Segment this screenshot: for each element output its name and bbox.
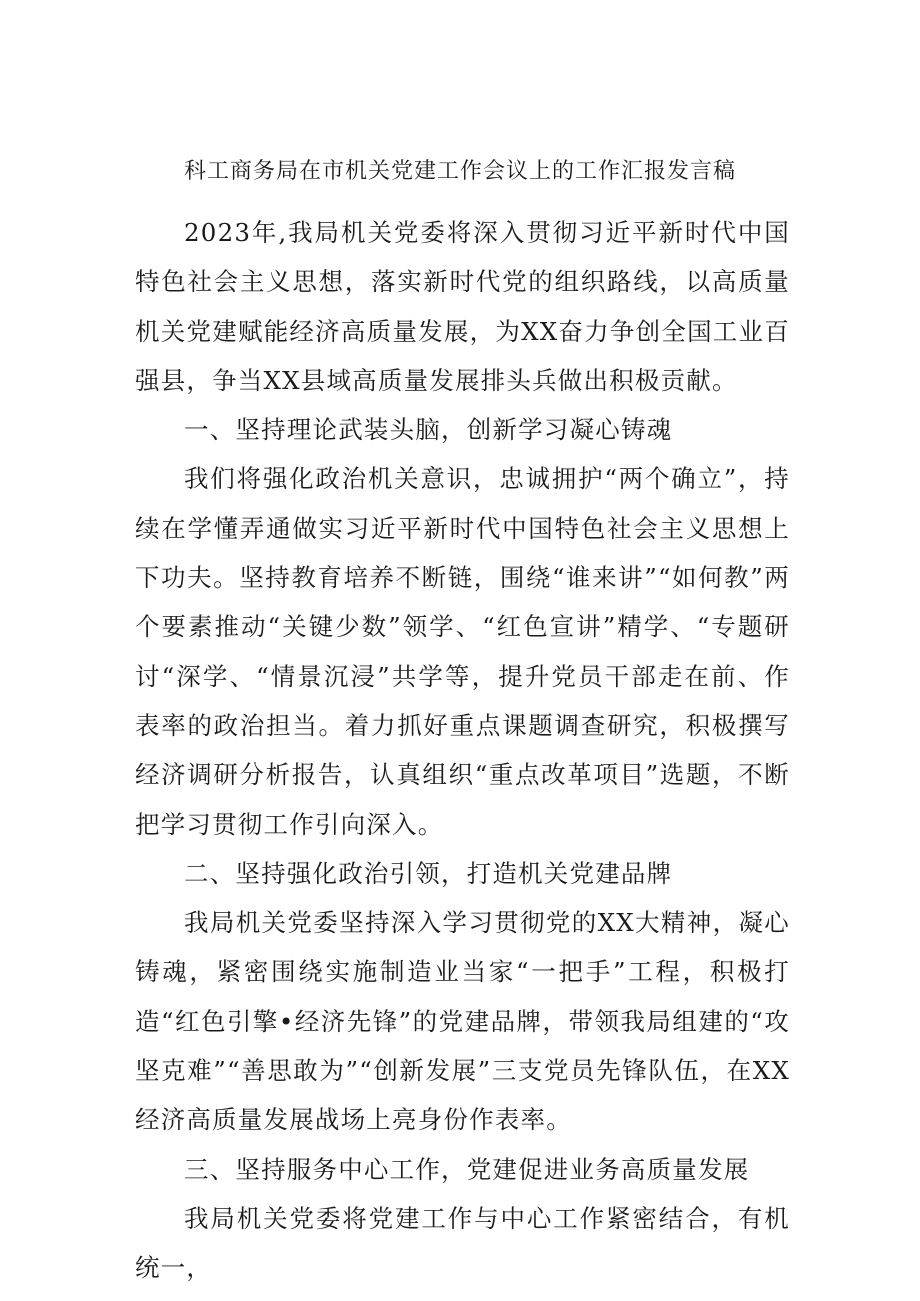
section-paragraph-1: 我们将强化政治机关意识，忠诚拥护“两个确立”，持续在学懂弄通做实习近平新时代中国特色社会主义思想上下功夫。坚持教育培养不断链，围绕“谁来讲”“如何教”两个要素推动“关键少数”领学、“红色宣讲”精学、“专题研讨“深学、“情景沉浸”共学等，提升党员干部走在前、作表率的政治担当。着力抓好重点课题调查研究，积极撰写经济调研分析报告，认真组织“重点改革项目”选题，不断把学习贯彻工作引向深入。 — [135, 464, 790, 839]
document-title: 科工商务局在市机关党建工作会议上的工作汇报发言稿 — [183, 159, 736, 184]
section-heading-1: 一、坚持理论武装头脑，创新学习凝心铸魂 — [184, 415, 673, 445]
intro-paragraph: 2023年,我局机关党委将深入贯彻习近平新时代中国特色社会主义思想，落实新时代党的组织路线，以高质量机关党建赋能经济高质量发展，为XX奋力争创全国工业百强县，争当XX县域高质量发展排头兵做出积极贡献。 — [135, 218, 790, 395]
section-paragraph-3: 我局机关党委将党建工作与中心工作紧密结合，有机统一， — [135, 1203, 790, 1283]
section-heading-2: 二、坚持强化政治引领，打造机关党建品牌 — [184, 858, 673, 888]
section-heading-3: 三、坚持服务中心工作，党建促进业务高质量发展 — [184, 1154, 750, 1184]
document-body — [135, 208, 790, 1293]
section-paragraph-2: 我局机关党委坚持深入学习贯彻党的XX大精神，凝心铸魂，紧密围绕实施制造业当家“一把手”工程，积极打造“红色引擎•经济先锋”的党建品牌，带领我局组建的“攻坚克难”“善思敢为”“创新发展”三支党员先锋队伍，在XX经济高质量发展战场上亮身份作表率。 — [135, 908, 790, 1135]
